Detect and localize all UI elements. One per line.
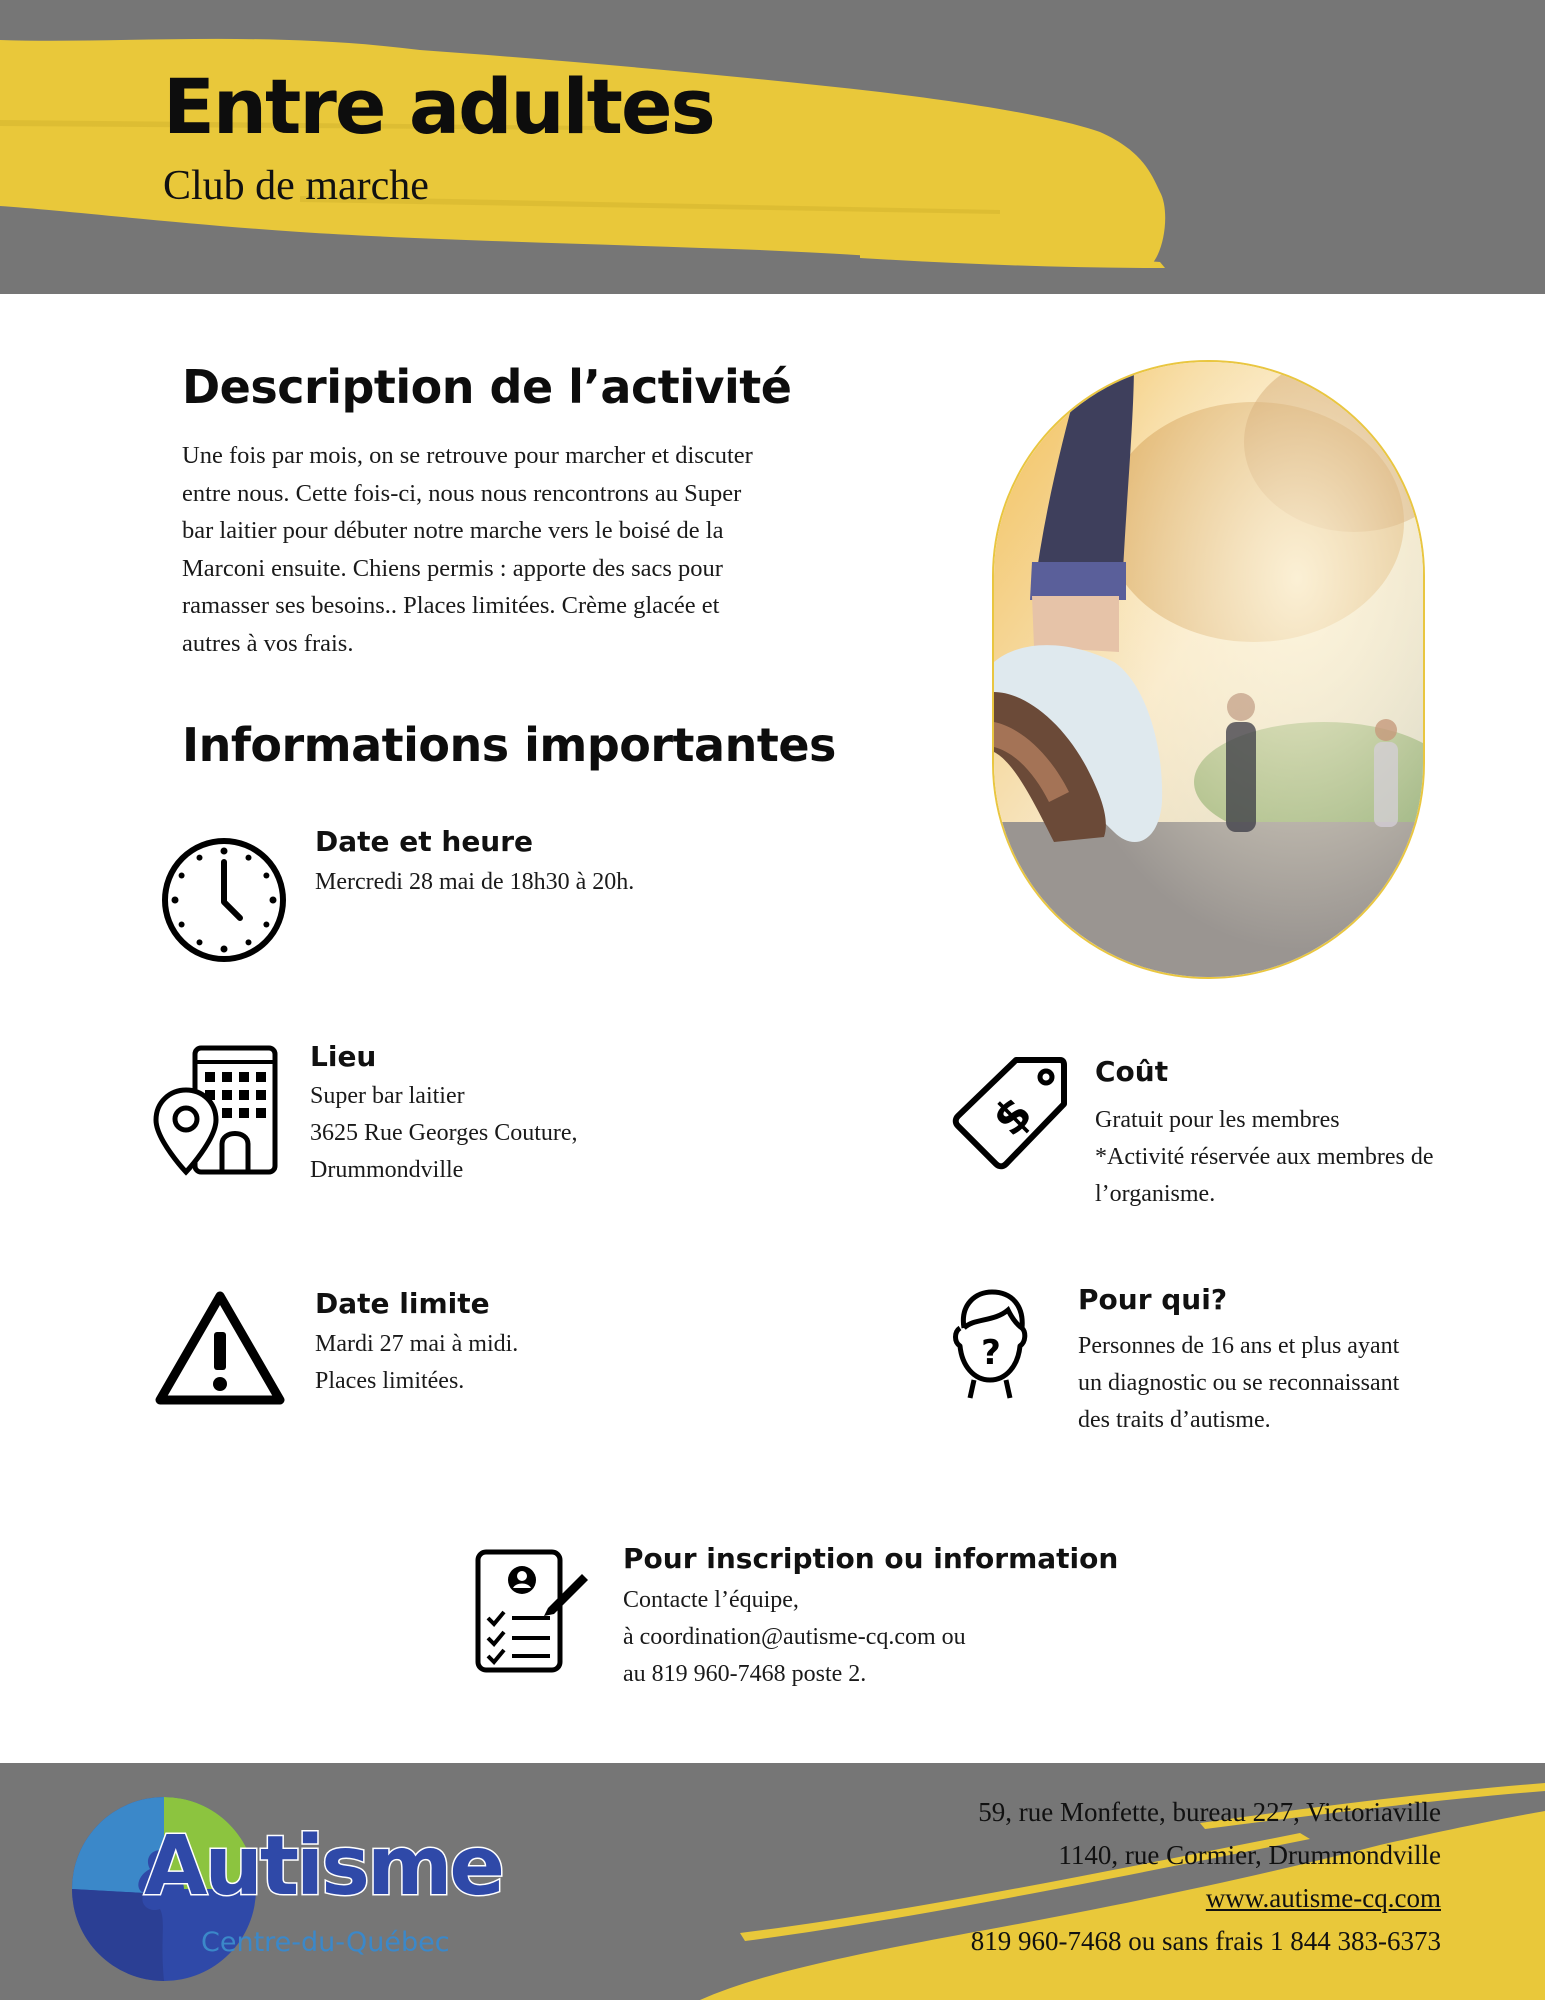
description-line: entre nous. Cette fois-ci, nous nous rencontrons au Super — [182, 479, 742, 507]
pour-qui-line: Personnes de 16 ans et plus ayant — [1078, 1333, 1400, 1359]
cout-line: Gratuit pour les membres — [1095, 1107, 1340, 1133]
date-limite-line: Mardi 27 mai à midi. — [315, 1331, 519, 1357]
description-line: Une fois par mois, on se retrouve pour marcher et discuter — [182, 442, 753, 469]
date-heure-text — [315, 864, 634, 901]
date-limite-title: Date limite — [315, 1287, 490, 1320]
date-heure-line: Mercredi 28 mai de 18h30 à 20h. — [315, 869, 635, 895]
walking-photo — [992, 360, 1425, 979]
description-line: bar laitier pour débuter notre marche vers le boisé de la — [182, 517, 724, 544]
website-link[interactable]: www.autisme-cq.com — [1205, 1883, 1441, 1913]
price-tag-icon — [950, 1052, 1070, 1172]
pour-qui-line: un diagnostic ou se reconnaissant — [1078, 1370, 1400, 1396]
description-line: autres à vos frais. — [182, 629, 354, 657]
pour-qui-line: des traits d’autisme. — [1078, 1407, 1271, 1433]
lieu-line: Super bar laitier — [310, 1083, 465, 1109]
description-line: ramasser ses besoins.. Places limitées. Crème glacée et — [182, 592, 720, 619]
inscription-text — [623, 1582, 966, 1693]
header-banner — [0, 0, 1545, 294]
logo-subtitle: Centre-du-Québec — [201, 1927, 450, 1958]
cout-line: *Activité réservée aux membres de — [1095, 1144, 1434, 1170]
date-heure-title: Date et heure — [315, 825, 534, 858]
phone-numbers: 819 960-7468 ou sans frais 1 844 383-6373 — [970, 1926, 1441, 1956]
address-victoriaville: 59, rue Monfette, bureau 227, Victoriaville — [978, 1797, 1441, 1827]
svg-text:?: ? — [981, 1333, 1001, 1373]
pour-qui-text — [1078, 1328, 1399, 1439]
informations-heading: Informations importantes — [182, 718, 836, 772]
lieu-title: Lieu — [310, 1040, 377, 1073]
description-text — [182, 437, 822, 662]
description-line: Marconi ensuite. Chiens permis : apporte des sacs pour — [182, 554, 723, 582]
inscription-email-line[interactable]: à coordination@autisme-cq.com ou — [623, 1624, 966, 1650]
address-drummondville: 1140, rue Cormier, Drummondville — [1058, 1840, 1441, 1870]
clock-icon — [160, 836, 288, 964]
footer — [0, 1763, 1545, 2000]
date-limite-text — [315, 1326, 518, 1400]
logo-wordmark: Autisme — [144, 1819, 503, 1914]
autisme-logo — [64, 1789, 503, 1989]
cout-text — [1095, 1102, 1434, 1213]
svg-text:$: $ — [981, 1085, 1043, 1147]
building-location-icon — [150, 1044, 282, 1176]
page-title: Entre adultes — [163, 62, 714, 151]
pour-qui-title: Pour qui? — [1078, 1283, 1228, 1316]
inscription-phone-line: au 819 960-7468 poste 2. — [623, 1661, 867, 1687]
date-limite-line: Places limitées. — [315, 1368, 465, 1394]
warning-icon — [154, 1290, 286, 1406]
inscription-title: Pour inscription ou information — [623, 1542, 1119, 1575]
lieu-text — [310, 1078, 578, 1189]
description-heading: Description de l’activité — [182, 360, 792, 414]
lieu-line: 3625 Rue Georges Couture, — [310, 1120, 578, 1146]
inscription-line: Contacte l’équipe, — [623, 1587, 799, 1613]
cout-title: Coût — [1095, 1055, 1169, 1088]
clipboard-checklist-icon — [474, 1546, 590, 1674]
page-subtitle: Club de marche — [163, 163, 429, 209]
person-question-icon — [950, 1288, 1030, 1400]
lieu-line: Drummondville — [310, 1157, 464, 1183]
cout-line: l’organisme. — [1095, 1181, 1216, 1207]
